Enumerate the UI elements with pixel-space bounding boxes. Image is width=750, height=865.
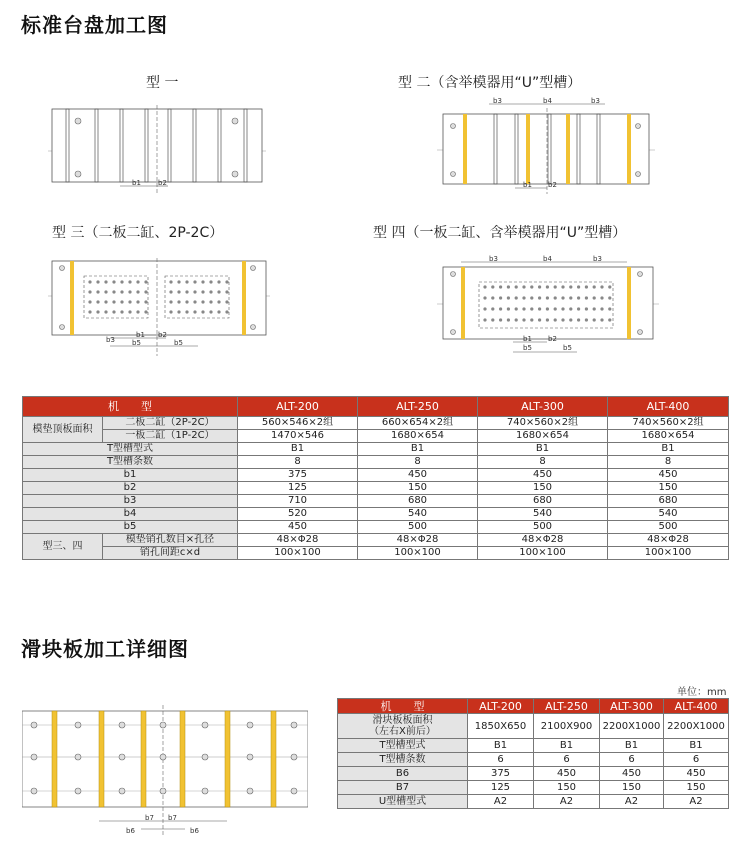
cell: 680 <box>608 495 729 508</box>
header-model-label: 机 型 <box>338 699 468 714</box>
dim-b1-type3: b1 <box>136 331 145 339</box>
pin-hole <box>88 290 91 293</box>
cell: A2 <box>600 795 664 809</box>
unit-label: 单位：mm <box>677 687 727 698</box>
row-label: b2 <box>23 482 238 495</box>
pin-hole <box>120 280 123 283</box>
diagram-type1 <box>48 105 266 193</box>
pin-hole <box>569 318 572 321</box>
pin-hole <box>136 280 139 283</box>
pin-hole <box>507 318 510 321</box>
pin-hole <box>491 318 494 321</box>
pin-hole <box>88 300 91 303</box>
pin-hole <box>546 285 549 288</box>
pin-hole <box>554 296 557 299</box>
cell: 100×100 <box>478 547 608 560</box>
pin-hole <box>177 280 180 283</box>
dim-b7a: b7 <box>145 814 154 822</box>
table-row <box>338 781 729 795</box>
cell: 150 <box>600 781 664 795</box>
pin-hole <box>561 285 564 288</box>
cell: B1 <box>358 443 478 456</box>
row-label <box>338 714 468 739</box>
row-label: B7 <box>338 781 468 795</box>
pin-hole <box>577 296 580 299</box>
pin-hole <box>530 318 533 321</box>
dim-b3-left: b3 <box>493 97 502 105</box>
pin-hole <box>585 285 588 288</box>
dim-b6a: b6 <box>126 827 135 835</box>
pin-hole <box>144 310 147 313</box>
pin-hole <box>538 285 541 288</box>
pin-hole <box>104 290 107 293</box>
dim-b6b: b6 <box>190 827 199 835</box>
cell: B1 <box>238 443 358 456</box>
row-label: T型槽条数 <box>338 753 468 767</box>
cell: B1 <box>534 739 600 753</box>
cell: A2 <box>664 795 729 809</box>
table-row <box>23 443 729 456</box>
pin-hole <box>507 296 510 299</box>
table-row <box>23 417 729 430</box>
pin-hole <box>144 300 147 303</box>
table-row <box>338 753 729 767</box>
pin-hole <box>120 290 123 293</box>
pin-hole <box>112 290 115 293</box>
row-label: 二板二缸（2P-2C） <box>103 417 238 430</box>
table-row <box>23 482 729 495</box>
cell: 1850X650 <box>468 714 534 739</box>
cell: 450 <box>478 469 608 482</box>
cell: 48×Φ28 <box>608 534 729 547</box>
pin-hole <box>593 318 596 321</box>
section-title-platen: 标准台盘加工图 <box>21 13 168 37</box>
row-label: 销孔间距c×d <box>103 547 238 560</box>
pin-hole <box>491 296 494 299</box>
pin-hole <box>169 300 172 303</box>
pin-hole <box>217 290 220 293</box>
table-row <box>338 795 729 809</box>
pin-hole <box>483 285 486 288</box>
dim-b2-type3: b2 <box>158 331 167 339</box>
pin-hole <box>169 280 172 283</box>
pin-hole <box>530 296 533 299</box>
row-group-label: 模垫顶板面积 <box>23 417 103 443</box>
dim-b3-right: b3 <box>591 97 600 105</box>
pin-hole <box>483 296 486 299</box>
cell: 150 <box>478 482 608 495</box>
cell: 1680×654 <box>608 430 729 443</box>
pin-hole <box>209 310 212 313</box>
cell: 450 <box>358 469 478 482</box>
pin-hole <box>593 296 596 299</box>
dim-b2-type2: b2 <box>548 181 557 189</box>
pin-hole <box>538 318 541 321</box>
cell: 150 <box>608 482 729 495</box>
pin-hole <box>217 310 220 313</box>
cell: 8 <box>478 456 608 469</box>
table-row <box>338 714 729 739</box>
dim-b5a-type3: b5 <box>132 339 141 347</box>
pin-hole <box>593 285 596 288</box>
pin-hole <box>128 310 131 313</box>
pin-hole <box>96 310 99 313</box>
pin-hole <box>201 300 204 303</box>
pin-hole <box>499 307 502 310</box>
pin-hole <box>177 300 180 303</box>
pin-hole <box>177 310 180 313</box>
header-model-label: 机 型 <box>23 397 238 417</box>
pin-hole <box>608 307 611 310</box>
cell: B1 <box>600 739 664 753</box>
pin-hole <box>225 290 228 293</box>
pin-hole <box>577 318 580 321</box>
row-label: U型槽型式 <box>338 795 468 809</box>
table-row <box>338 739 729 753</box>
pin-hole <box>569 296 572 299</box>
pin-hole <box>193 310 196 313</box>
header-model: ALT-300 <box>478 397 608 417</box>
cell: 1470×546 <box>238 430 358 443</box>
pin-hole <box>499 318 502 321</box>
cell: 8 <box>358 456 478 469</box>
cell: 560×546×2组 <box>238 417 358 430</box>
pin-hole <box>600 307 603 310</box>
pin-hole <box>144 290 147 293</box>
cell: 6 <box>534 753 600 767</box>
row-label: b3 <box>23 495 238 508</box>
pin-hole <box>515 318 518 321</box>
row-label: T型槽型式 <box>23 443 238 456</box>
cell: 680 <box>478 495 608 508</box>
pin-hole <box>569 307 572 310</box>
row-label: T型槽型式 <box>338 739 468 753</box>
cell: 6 <box>600 753 664 767</box>
cell: 500 <box>358 521 478 534</box>
pin-hole <box>144 280 147 283</box>
cell: 500 <box>478 521 608 534</box>
table-row <box>23 534 729 547</box>
pin-hole <box>554 318 557 321</box>
row-label: T型槽条数 <box>23 456 238 469</box>
pin-hole <box>225 300 228 303</box>
pin-hole <box>209 300 212 303</box>
cell: 1680×654 <box>478 430 608 443</box>
pin-hole <box>561 318 564 321</box>
cell: 540 <box>608 508 729 521</box>
cell: 740×560×2组 <box>478 417 608 430</box>
pin-hole <box>104 300 107 303</box>
pin-hole <box>185 310 188 313</box>
pin-hole <box>561 307 564 310</box>
cell: 500 <box>608 521 729 534</box>
pin-hole <box>177 290 180 293</box>
table-header-row <box>338 699 729 714</box>
pin-hole <box>185 280 188 283</box>
pin-hole <box>104 280 107 283</box>
dim-b1-type4: b1 <box>523 335 532 343</box>
pin-hole <box>112 280 115 283</box>
pin-hole <box>554 285 557 288</box>
pin-hole <box>608 296 611 299</box>
cell: B1 <box>608 443 729 456</box>
dim-b3-type3: b3 <box>106 336 115 344</box>
pin-hole <box>585 307 588 310</box>
cell: 125 <box>468 781 534 795</box>
pin-hole <box>201 290 204 293</box>
cell: 1680×654 <box>358 430 478 443</box>
pin-hole <box>120 310 123 313</box>
cell: 48×Φ28 <box>238 534 358 547</box>
pin-hole <box>546 318 549 321</box>
dim-b2-type4: b2 <box>548 335 557 343</box>
pin-hole <box>88 310 91 313</box>
table-row <box>23 521 729 534</box>
dim-b1: b1 <box>132 179 141 187</box>
pin-hole <box>554 307 557 310</box>
row-label: 一板二缸（1P-2C） <box>103 430 238 443</box>
row-label-line2: （左右X前后） <box>369 726 436 737</box>
pin-hole <box>600 318 603 321</box>
cell: 150 <box>358 482 478 495</box>
cell: 2200X1000 <box>600 714 664 739</box>
cell: A2 <box>468 795 534 809</box>
pin-hole <box>515 285 518 288</box>
cell: 450 <box>238 521 358 534</box>
cell: 710 <box>238 495 358 508</box>
pin-hole <box>201 280 204 283</box>
pin-hole <box>128 280 131 283</box>
cell: 100×100 <box>358 547 478 560</box>
row-label: b4 <box>23 508 238 521</box>
table-row <box>23 508 729 521</box>
pin-hole <box>577 285 580 288</box>
pin-hole <box>483 307 486 310</box>
pin-hole <box>112 300 115 303</box>
cell: 100×100 <box>608 547 729 560</box>
cell: 375 <box>468 767 534 781</box>
cell: 740×560×2组 <box>608 417 729 430</box>
pin-hole <box>136 310 139 313</box>
cell: 2100X900 <box>534 714 600 739</box>
header-model: ALT-200 <box>238 397 358 417</box>
cell: 150 <box>664 781 729 795</box>
pin-hole <box>585 296 588 299</box>
pin-hole <box>185 290 188 293</box>
pin-hole <box>522 296 525 299</box>
pin-hole <box>546 307 549 310</box>
pin-hole <box>608 285 611 288</box>
pin-hole <box>585 318 588 321</box>
pin-hole <box>112 310 115 313</box>
cell: 8 <box>238 456 358 469</box>
pin-hole <box>169 310 172 313</box>
header-model: ALT-300 <box>600 699 664 714</box>
header-model: ALT-400 <box>608 397 729 417</box>
table-row <box>338 767 729 781</box>
table-row <box>23 430 729 443</box>
cell: B1 <box>478 443 608 456</box>
pin-hole <box>538 307 541 310</box>
row-label: b5 <box>23 521 238 534</box>
pin-hole <box>104 310 107 313</box>
dim-b4: b4 <box>543 97 552 105</box>
cell: 680 <box>358 495 478 508</box>
pin-hole <box>507 307 510 310</box>
pin-hole <box>136 290 139 293</box>
table-row <box>23 469 729 482</box>
pin-hole <box>128 290 131 293</box>
pin-hole <box>577 307 580 310</box>
pin-hole <box>96 290 99 293</box>
cell: 150 <box>534 781 600 795</box>
cell: 6 <box>664 753 729 767</box>
pin-hole <box>483 318 486 321</box>
cell: 125 <box>238 482 358 495</box>
dim-b7b: b7 <box>168 814 177 822</box>
row-label-line1: 滑块板板面积 <box>372 715 433 726</box>
dim-b5b-type3: b5 <box>174 339 183 347</box>
cell: 48×Φ28 <box>478 534 608 547</box>
pin-hole <box>193 300 196 303</box>
table-header-row <box>23 397 729 417</box>
pin-hole <box>538 296 541 299</box>
cell: 48×Φ28 <box>358 534 478 547</box>
pin-hole <box>530 307 533 310</box>
pin-hole <box>88 280 91 283</box>
pin-hole <box>169 290 172 293</box>
cell: A2 <box>534 795 600 809</box>
header-model: ALT-250 <box>358 397 478 417</box>
cell: 450 <box>608 469 729 482</box>
pin-hole <box>225 280 228 283</box>
pin-hole <box>96 300 99 303</box>
pin-hole <box>522 285 525 288</box>
type3-caption: 型 三（二板二缸、2P-2C） <box>52 225 224 241</box>
table-row <box>23 495 729 508</box>
pin-hole <box>136 300 139 303</box>
cell: 6 <box>468 753 534 767</box>
header-model: ALT-200 <box>468 699 534 714</box>
table-row <box>23 547 729 560</box>
dim-b3-type4b: b3 <box>593 255 602 263</box>
type2-caption: 型 二（含举模器用“U”型槽） <box>398 75 582 91</box>
pin-hole <box>193 290 196 293</box>
pin-hole <box>225 310 228 313</box>
dim-b5b-type4: b5 <box>563 344 572 352</box>
diagram-type4 <box>437 250 659 358</box>
spec-table-slide-plate <box>337 698 729 809</box>
diagram-type2 <box>437 96 655 194</box>
cell: 450 <box>534 767 600 781</box>
pin-hole <box>515 307 518 310</box>
cell: B1 <box>468 739 534 753</box>
pin-hole <box>193 280 196 283</box>
pin-hole <box>201 310 204 313</box>
cell: 660×654×2组 <box>358 417 478 430</box>
diagram-slide-plate <box>22 705 308 837</box>
header-model: ALT-400 <box>664 699 729 714</box>
pin-hole <box>593 307 596 310</box>
pin-hole <box>522 318 525 321</box>
header-model: ALT-250 <box>534 699 600 714</box>
pin-hole <box>507 285 510 288</box>
cell: 520 <box>238 508 358 521</box>
pin-hole <box>499 285 502 288</box>
pin-hole <box>522 307 525 310</box>
pin-hole <box>600 285 603 288</box>
cell: 450 <box>664 767 729 781</box>
row-label: B6 <box>338 767 468 781</box>
spec-table-platen <box>22 396 729 560</box>
row-label: b1 <box>23 469 238 482</box>
cell: 540 <box>358 508 478 521</box>
pin-hole <box>491 285 494 288</box>
pin-hole <box>561 296 564 299</box>
pin-hole <box>217 300 220 303</box>
pin-hole <box>530 285 533 288</box>
type4-caption: 型 四（一板二缸、含举模器用“U”型槽） <box>373 225 627 241</box>
pin-hole <box>217 280 220 283</box>
dim-b4-type4: b4 <box>543 255 552 263</box>
cell: B1 <box>664 739 729 753</box>
cell: 450 <box>600 767 664 781</box>
row-group-label: 型三、四 <box>23 534 103 560</box>
pin-hole <box>600 296 603 299</box>
dim-b5a-type4: b5 <box>523 344 532 352</box>
pin-hole <box>120 300 123 303</box>
pin-hole <box>546 296 549 299</box>
pin-hole <box>96 280 99 283</box>
section-title-slide-plate: 滑块板加工详细图 <box>21 637 189 661</box>
dim-b2: b2 <box>158 179 167 187</box>
pin-hole <box>185 300 188 303</box>
table-row <box>23 456 729 469</box>
pin-hole <box>569 285 572 288</box>
dim-b1-type2: b1 <box>523 181 532 189</box>
cell: 2200X1000 <box>664 714 729 739</box>
pin-hole <box>209 290 212 293</box>
pin-hole <box>515 296 518 299</box>
pin-hole <box>209 280 212 283</box>
pin-hole <box>608 318 611 321</box>
row-label: 模垫销孔数目×孔径 <box>103 534 238 547</box>
cell: 375 <box>238 469 358 482</box>
dim-b3-type4a: b3 <box>489 255 498 263</box>
diagram-type3 <box>48 258 270 356</box>
pin-hole <box>491 307 494 310</box>
cell: 540 <box>478 508 608 521</box>
pin-hole <box>499 296 502 299</box>
pin-hole <box>128 300 131 303</box>
cell: 100×100 <box>238 547 358 560</box>
type1-caption: 型 一 <box>146 75 179 91</box>
cell: 8 <box>608 456 729 469</box>
